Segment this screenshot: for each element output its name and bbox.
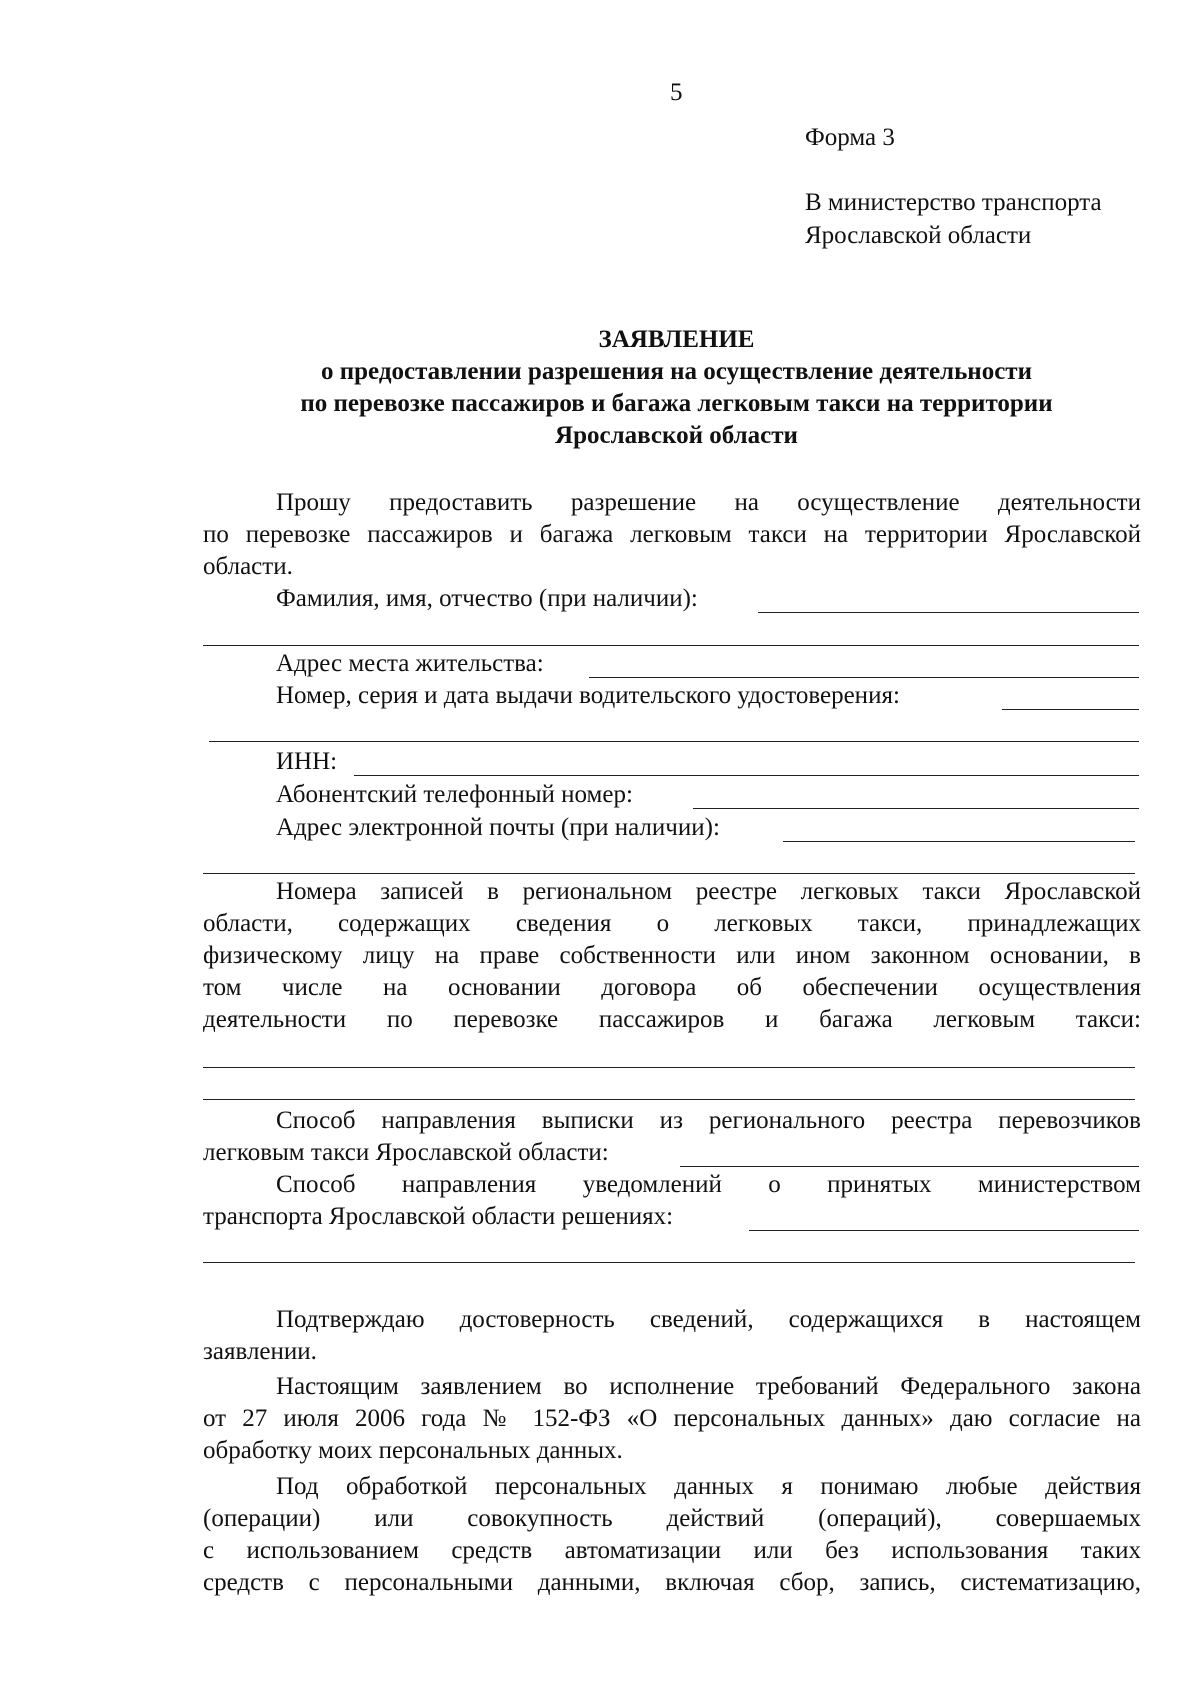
confirm-line-1: Подтверждаю достоверность сведений, содержащихся в настоящем (276, 1306, 1141, 1333)
inn-field-line[interactable] (354, 775, 1139, 776)
document-title: ЗАЯВЛЕНИЕ (598, 326, 755, 353)
consent-line-2: от 27 июля 2006 года № 152-ФЗ «О персональных данных» даю согласие на (203, 1405, 1141, 1432)
processing-line-4: средств с персональными данными, включая сбор, запись, систематизацию, (203, 1569, 1141, 1596)
license-field-line[interactable] (1002, 709, 1139, 710)
license-field-line-2[interactable] (209, 741, 1139, 742)
fio-field-line-2[interactable] (203, 645, 1139, 646)
consent-line-1: Настоящим заявлением во исполнение требований Федерального закона (276, 1373, 1141, 1400)
registry-line-1: Номера записей в региональном реестре легковых такси Ярославской (276, 878, 1141, 905)
processing-line-3: с использованием средств автоматизации или без использования таких (203, 1537, 1141, 1564)
registry-line-3: физическому лицу на праве собственности или ином законном основании, в (203, 942, 1141, 969)
email-field-line-2[interactable] (203, 873, 1135, 874)
registry-line-2: области, содержащих сведения о легковых такси, принадлежащих (203, 910, 1141, 937)
processing-line-2: (операции) или совокупность действий (операций), совершаемых (203, 1505, 1141, 1532)
addressee-line-1: В министерство транспорта (805, 189, 1102, 216)
address-field-line[interactable] (589, 677, 1139, 678)
email-field-line[interactable] (783, 841, 1135, 842)
document-subtitle-line-2: по перевозке пассажиров и багажа легковым такси на территории (300, 390, 1053, 417)
consent-line-3: обработку моих персональных данных. (203, 1437, 623, 1464)
inn-label: ИНН: (276, 748, 338, 775)
processing-line-1: Под обработкой персональных данных я понимаю любые действия (276, 1473, 1141, 1500)
form-label: Форма 3 (805, 124, 895, 151)
registry-line-5: деятельности по перевозке пассажиров и багажа легковым такси: (203, 1006, 1141, 1033)
registry-field-line-2[interactable] (203, 1099, 1135, 1100)
extract-field-line[interactable] (680, 1166, 1139, 1167)
registry-field-line[interactable] (203, 1067, 1135, 1068)
license-label: Номер, серия и дата выдачи водительского удостоверения: (276, 682, 900, 709)
notify-field-line[interactable] (749, 1230, 1139, 1231)
addressee-line-2: Ярославской области (805, 222, 1032, 249)
request-line-3: области. (203, 553, 293, 580)
fio-label: Фамилия, имя, отчество (при наличии): (276, 585, 698, 612)
page-number: 5 (670, 79, 683, 106)
address-label: Адрес места жительства: (276, 650, 544, 677)
notify-field-line-2[interactable] (203, 1262, 1135, 1263)
notify-line-1: Способ направления уведомлений о принятых министерством (276, 1171, 1141, 1198)
request-line-1: Прошу предоставить разрешение на осуществление деятельности (276, 489, 1141, 516)
email-label: Адрес электронной почты (при наличии): (276, 814, 720, 841)
notify-line-2: транспорта Ярославской области решениях: (203, 1203, 674, 1230)
extract-line-1: Способ направления выписки из регионального реестра перевозчиков (276, 1107, 1141, 1134)
registry-line-4: том числе на основании договора об обеспечении осуществления (203, 974, 1141, 1001)
phone-label: Абонентский телефонный номер: (276, 781, 633, 808)
request-line-2: по перевозке пассажиров и багажа легковым такси на территории Ярославской (203, 521, 1141, 548)
fio-field-line[interactable] (758, 612, 1139, 613)
phone-field-line[interactable] (693, 808, 1139, 809)
extract-line-2: легковым такси Ярославской области: (203, 1139, 609, 1166)
confirm-line-2: заявлении. (203, 1338, 317, 1365)
document-subtitle-line-1: о предоставлении разрешения на осуществление деятельности (321, 358, 1032, 385)
document-subtitle-line-3: Ярославской области (555, 422, 798, 449)
